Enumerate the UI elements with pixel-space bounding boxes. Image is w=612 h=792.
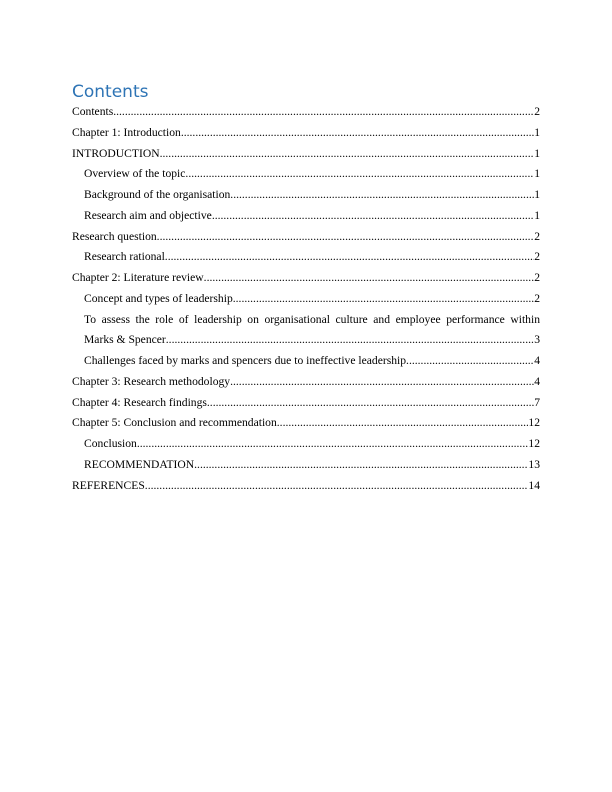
toc-entry-label: Chapter 4: Research findings xyxy=(72,395,207,409)
toc-heading: Contents xyxy=(72,82,149,102)
toc-entry-page: 2 xyxy=(534,229,540,243)
toc-entry-page: 2 xyxy=(534,250,540,264)
toc-entry-page: 7 xyxy=(534,395,540,409)
toc-entry-contents[interactable] xyxy=(72,102,540,123)
dot-leader xyxy=(204,268,535,289)
dot-leader xyxy=(181,123,534,144)
toc-entry-chapter-3[interactable] xyxy=(72,372,540,393)
dot-leader xyxy=(113,102,534,123)
toc-entry-page: 2 xyxy=(534,271,540,284)
dot-leader xyxy=(207,393,534,414)
toc-entry-chapter-5[interactable] xyxy=(72,413,540,434)
dot-leader xyxy=(212,206,534,227)
toc-entry-label: Concept and types of leadership xyxy=(84,291,233,305)
dot-leader xyxy=(165,247,534,268)
dot-leader xyxy=(157,227,535,248)
toc-entry-introduction[interactable] xyxy=(72,144,540,165)
toc-entry-label: Background of the organisation xyxy=(84,188,231,201)
toc-entry-label: Challenges faced by marks and spencers due to ineffective leadership xyxy=(84,354,407,367)
toc-entry-label-line1: To assess the role of leadership on organisational culture and employee performance within xyxy=(84,312,540,326)
dot-leader xyxy=(230,372,534,393)
toc-entry-page: 1 xyxy=(534,167,540,181)
toc-entry-label: Chapter 3: Research methodology xyxy=(72,374,231,388)
dot-leader xyxy=(277,413,529,434)
dot-leader xyxy=(137,434,529,455)
toc-entry-overview[interactable] xyxy=(72,164,540,185)
toc-entry-label: INTRODUCTION xyxy=(72,146,160,160)
toc-entry-label: Research aim and objective xyxy=(84,208,212,222)
dot-leader xyxy=(185,164,534,185)
toc-entry-background[interactable] xyxy=(72,185,540,206)
toc-entry-label: Chapter 2: Literature review xyxy=(72,271,204,284)
toc-entry-label: Contents xyxy=(72,105,114,118)
toc-entry-challenges[interactable] xyxy=(72,351,540,372)
toc-entry-page: 2 xyxy=(534,105,540,118)
toc-entry-recommendation[interactable] xyxy=(72,455,540,476)
toc-entry-page: 4 xyxy=(534,374,540,388)
toc-entry-conclusion[interactable] xyxy=(72,434,540,455)
toc-entry-label: RECOMMENDATION xyxy=(84,457,195,471)
toc-entry-page: 1 xyxy=(534,125,540,139)
toc-entry-chapter-1[interactable] xyxy=(72,123,540,144)
dot-leader xyxy=(194,455,528,476)
dot-leader xyxy=(145,476,529,497)
toc-entry-label: Overview of the topic xyxy=(84,167,186,181)
toc-entry-page: 1 xyxy=(534,208,540,222)
toc-entry-line2 xyxy=(84,330,540,351)
toc-entry-page: 12 xyxy=(528,416,540,430)
toc-entry-role-of-leadership[interactable] xyxy=(72,310,540,352)
toc-entry-label-line2: Marks & Spencer xyxy=(84,333,166,347)
dot-leader xyxy=(230,185,534,206)
toc-entry-label: Chapter 5: Conclusion and recommendation xyxy=(72,416,277,430)
toc-entry-research-aim[interactable] xyxy=(72,206,540,227)
toc-entry-research-rational[interactable] xyxy=(72,247,540,268)
toc-entry-label: Research question xyxy=(72,229,157,243)
toc-entry-leadership-types[interactable] xyxy=(72,289,540,310)
toc-entry-page: 13 xyxy=(528,457,540,471)
toc-entry-label: Research rational xyxy=(84,250,165,264)
toc-list xyxy=(72,102,540,496)
toc-entry-chapter-2[interactable] xyxy=(72,268,540,289)
dot-leader xyxy=(160,144,535,165)
toc-entry-references[interactable] xyxy=(72,476,540,497)
toc-entry-research-question[interactable] xyxy=(72,227,540,248)
dot-leader xyxy=(406,351,534,372)
toc-entry-label: Conclusion xyxy=(84,437,137,450)
toc-entry-chapter-4[interactable] xyxy=(72,393,540,414)
toc-entry-page: 4 xyxy=(534,354,540,367)
toc-entry-page: 2 xyxy=(534,291,540,305)
toc-entry-label: Chapter 1: Introduction xyxy=(72,125,181,139)
dot-leader xyxy=(166,330,534,351)
dot-leader xyxy=(233,289,534,310)
toc-entry-page: 1 xyxy=(534,146,540,160)
toc-entry-label: REFERENCES xyxy=(72,478,145,492)
toc-entry-page: 12 xyxy=(528,437,540,450)
toc-entry-page: 3 xyxy=(534,333,540,347)
toc-entry-page: 1 xyxy=(534,188,540,201)
toc-entry-page: 14 xyxy=(528,478,540,492)
